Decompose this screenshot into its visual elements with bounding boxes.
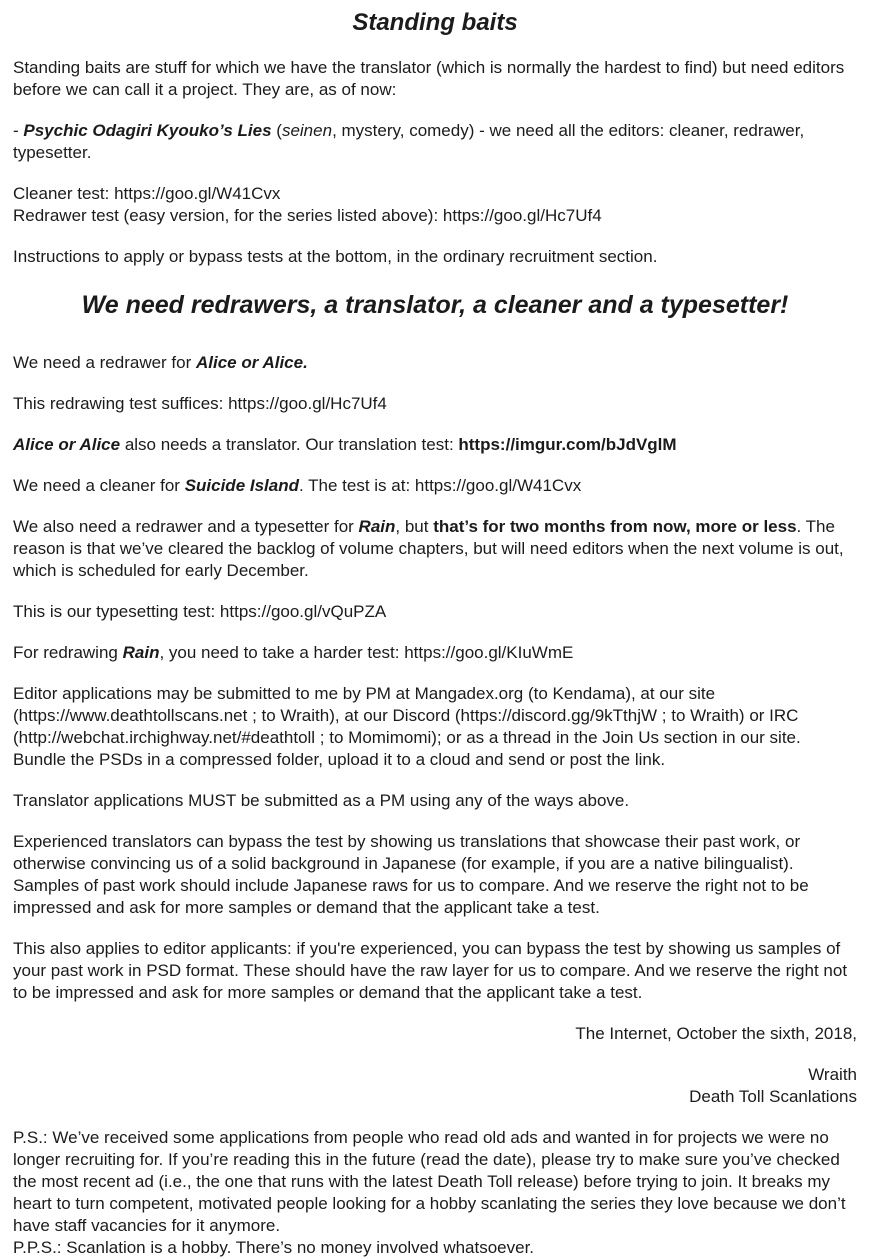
- series-title-alice-or-alice: Alice or Alice.: [196, 353, 308, 372]
- suicide-island-rest: . The test is at: https://goo.gl/W41Cvx: [299, 476, 582, 495]
- instructions-note: Instructions to apply or bypass tests at the bottom, in the ordinary recruitment section.: [13, 247, 658, 266]
- alice-redrawer-paragraph: [13, 352, 857, 374]
- paren-open: (: [271, 121, 282, 140]
- translation-test-url: https://imgur.com/bJdVglM: [458, 435, 677, 454]
- rain-need-rest: . The reason is that we’ve cleared the backlog of volume chapters, but will need editors when the next volume is out, which is scheduled for early December.: [13, 517, 844, 580]
- typesetting-test-paragraph: This is our typesetting test: https://goo.gl/vQuPZA: [13, 602, 387, 621]
- redrawer-test-line: Redrawer test (easy version, for the series listed above): https://goo.gl/Hc7Uf4: [13, 206, 602, 225]
- rain-timing-emphasis: that’s for two months from now, more or less: [433, 517, 797, 536]
- editor-applications-paragraph: Editor applications may be submitted to me by PM at Mangadex.org (to Kendama), at our site (https://www.deathtollscans.net ; to Wraith), at our Discord (https://discord.gg/9kTthjW ; to Wraith) or IRC (http://webchat.irchighway.net/#deathtoll ; to Momimomi); or as a thread in the Join Us section in our site. Bundle the PSDs in a compressed folder, upload it to a cloud and send or post the link.: [13, 684, 801, 769]
- redraw-test-paragraph: This redrawing test suffices: https://goo.gl/Hc7Uf4: [13, 394, 387, 413]
- series-title-psychic-odagiri: Psychic Odagiri Kyouko’s Lies: [23, 121, 272, 140]
- rain-redraw-rest: , you need to take a harder test: https://goo.gl/KIuWmE: [159, 643, 574, 662]
- rain-need-mid: , but: [395, 517, 434, 536]
- test-links-block: [13, 183, 857, 227]
- rain-redraw-paragraph: [13, 642, 857, 664]
- intro-paragraph: Standing baits are stuff for which we have the translator (which is normally the hardest to find) but need editors before we can call it a project. They are, as of now:: [13, 58, 845, 99]
- alice-translator-mid: also needs a translator. Our translation test:: [120, 435, 459, 454]
- rain-redraw-lead: For redrawing: [13, 643, 123, 662]
- suicide-island-lead: We need a cleaner for: [13, 476, 185, 495]
- series-title-alice-or-alice: Alice or Alice: [13, 435, 121, 454]
- pps-text: P.P.S.: Scanlation is a hobby. There’s no money involved whatsoever.: [13, 1238, 535, 1257]
- rain-need-paragraph: [13, 516, 857, 582]
- cleaner-test-line: Cleaner test: https://goo.gl/W41Cvx: [13, 184, 281, 203]
- series-title-suicide-island: Suicide Island: [184, 476, 299, 495]
- translator-applications-paragraph: Translator applications MUST be submitted as a PM using any of the ways above.: [13, 791, 630, 810]
- genre-seinen: seinen: [281, 121, 333, 140]
- signature-name: Wraith: [808, 1065, 857, 1084]
- standing-bait-item: [13, 120, 857, 164]
- ps-text: P.S.: We’ve received some applications from people who read old ads and wanted in for projects we were no longer recruiting for. If you’re reading this in the future (read the date), please try to make sure you’ve checked the most recent ad (i.e., the one that runs with the latest Death Toll release) before trying to join. It breaks my heart to turn competent, motivated people looking for a hobby scanlating the series they love because we don’t have staff vacancies for it anymore.: [13, 1128, 846, 1235]
- experienced-translators-paragraph: Experienced translators can bypass the test by showing us translations that showcase their past work, or otherwise convincing us of a solid background in Japanese (for example, if you are a native bilingualist). Samples of past work should include Japanese raws for us to compare. And we reserve the right not to be impressed and ask for more samples or demand that the applicant take a test.: [13, 832, 809, 917]
- signature-group: Death Toll Scanlations: [689, 1087, 857, 1106]
- experienced-editors-paragraph: This also applies to editor applicants: if you're experienced, you can bypass the test by showing us samples of your past work in PSD format. These should have the raw layer for us to compare. And we reserve the right not to be impressed and ask for more samples or demand that the applicant take a test.: [13, 939, 848, 1002]
- page-title: Standing baits: [352, 9, 518, 36]
- suicide-island-paragraph: [13, 475, 857, 497]
- signature-block: [13, 1064, 857, 1108]
- series-title-rain: Rain: [358, 517, 396, 536]
- bait-item-rest: , mystery, comedy) - we need all the editors: cleaner, redrawer, typesetter.: [13, 121, 805, 162]
- postscript-block: [13, 1127, 857, 1259]
- bullet-dash: -: [13, 121, 24, 140]
- rain-need-lead: We also need a redrawer and a typesetter for: [13, 517, 359, 536]
- series-title-rain: Rain: [122, 643, 160, 662]
- dateline: The Internet, October the sixth, 2018,: [575, 1024, 857, 1043]
- alice-translator-paragraph: [13, 434, 857, 456]
- alice-redrawer-lead: We need a redrawer for: [13, 353, 196, 372]
- section-heading-we-need: We need redrawers, a translator, a cleaner and a typesetter!: [81, 291, 789, 319]
